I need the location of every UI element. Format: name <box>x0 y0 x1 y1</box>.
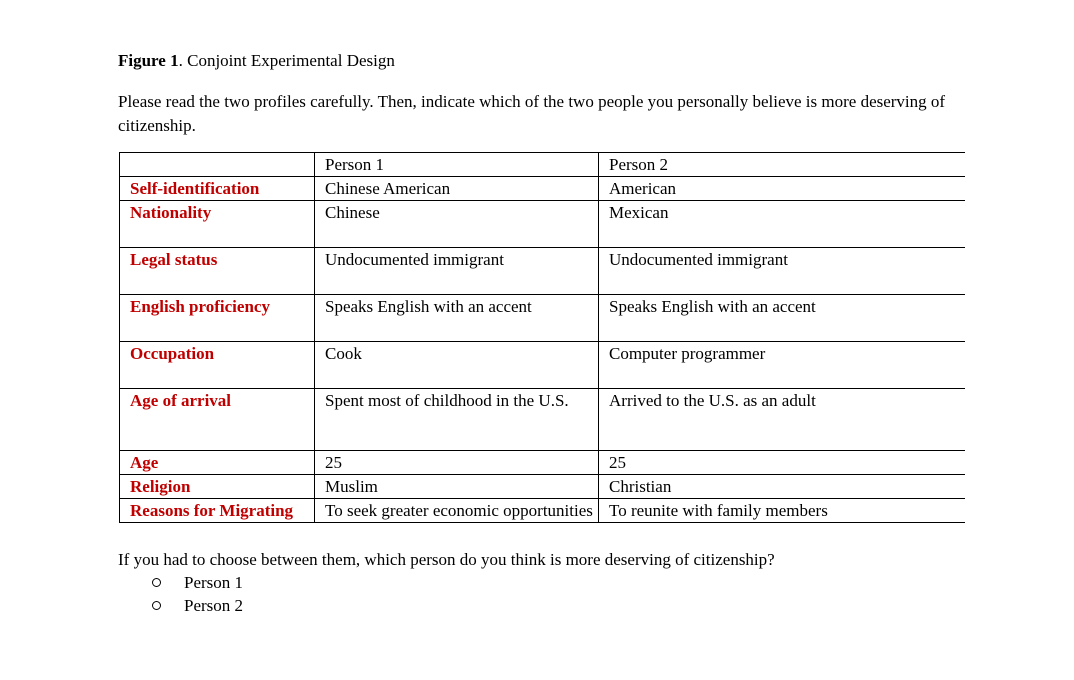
option-person-1[interactable] <box>150 571 968 594</box>
option-label: Person 1 <box>184 573 244 592</box>
person1-cell: Muslim <box>315 475 599 499</box>
conjoint-table <box>119 152 965 523</box>
option-label: Person 2 <box>184 596 244 615</box>
option-person-2[interactable] <box>150 594 968 617</box>
person2-cell: American <box>599 177 965 201</box>
attribute-cell: Reasons for Migrating <box>120 499 315 523</box>
table-row <box>120 342 965 389</box>
figure-label: Figure 1 <box>118 51 179 70</box>
header-cell-person1: Person 1 <box>315 153 599 177</box>
table-row <box>120 475 965 499</box>
choice-options <box>118 571 968 617</box>
person2-cell: 25 <box>599 451 965 475</box>
document-page <box>118 50 968 617</box>
person1-cell: Cook <box>315 342 599 389</box>
attribute-cell: Age <box>120 451 315 475</box>
figure-title <box>118 50 968 72</box>
person2-cell: Arrived to the U.S. as an adult <box>599 389 965 451</box>
table-row <box>120 389 965 451</box>
header-cell-person2: Person 2 <box>599 153 965 177</box>
attribute-cell: Age of arrival <box>120 389 315 451</box>
figure-caption: . Conjoint Experimental Design <box>178 51 395 70</box>
table-row <box>120 295 965 342</box>
header-cell-attribute <box>120 153 315 177</box>
table-row <box>120 248 965 295</box>
radio-circle-icon[interactable] <box>152 578 161 587</box>
instructions-text: Please read the two profiles carefully. Then, indicate which of the two people you personally believe is more deserving of citizenship. <box>118 92 946 135</box>
person1-cell: Chinese <box>315 201 599 248</box>
table-row <box>120 201 965 248</box>
person2-cell: Speaks English with an accent <box>599 295 965 342</box>
attribute-cell: Self-identification <box>120 177 315 201</box>
person1-cell: Chinese American <box>315 177 599 201</box>
person1-cell: Speaks English with an accent <box>315 295 599 342</box>
person1-cell: 25 <box>315 451 599 475</box>
table-header-row <box>120 153 965 177</box>
person1-cell: Spent most of childhood in the U.S. <box>315 389 599 451</box>
table-row <box>120 499 965 523</box>
attribute-cell: Legal status <box>120 248 315 295</box>
person2-cell: Christian <box>599 475 965 499</box>
person2-cell: Computer programmer <box>599 342 965 389</box>
person1-cell: Undocumented immigrant <box>315 248 599 295</box>
person2-cell: Undocumented immigrant <box>599 248 965 295</box>
radio-circle-icon[interactable] <box>152 601 161 610</box>
person1-cell: To seek greater economic opportunities <box>315 499 599 523</box>
attribute-cell: Occupation <box>120 342 315 389</box>
choice-question: If you had to choose between them, which person do you think is more deserving of citizenship? <box>118 550 775 569</box>
attribute-cell: Nationality <box>120 201 315 248</box>
person2-cell: Mexican <box>599 201 965 248</box>
person2-cell: To reunite with family members <box>599 499 965 523</box>
table-row <box>120 177 965 201</box>
attribute-cell: English proficiency <box>120 295 315 342</box>
attribute-cell: Religion <box>120 475 315 499</box>
table-row <box>120 451 965 475</box>
